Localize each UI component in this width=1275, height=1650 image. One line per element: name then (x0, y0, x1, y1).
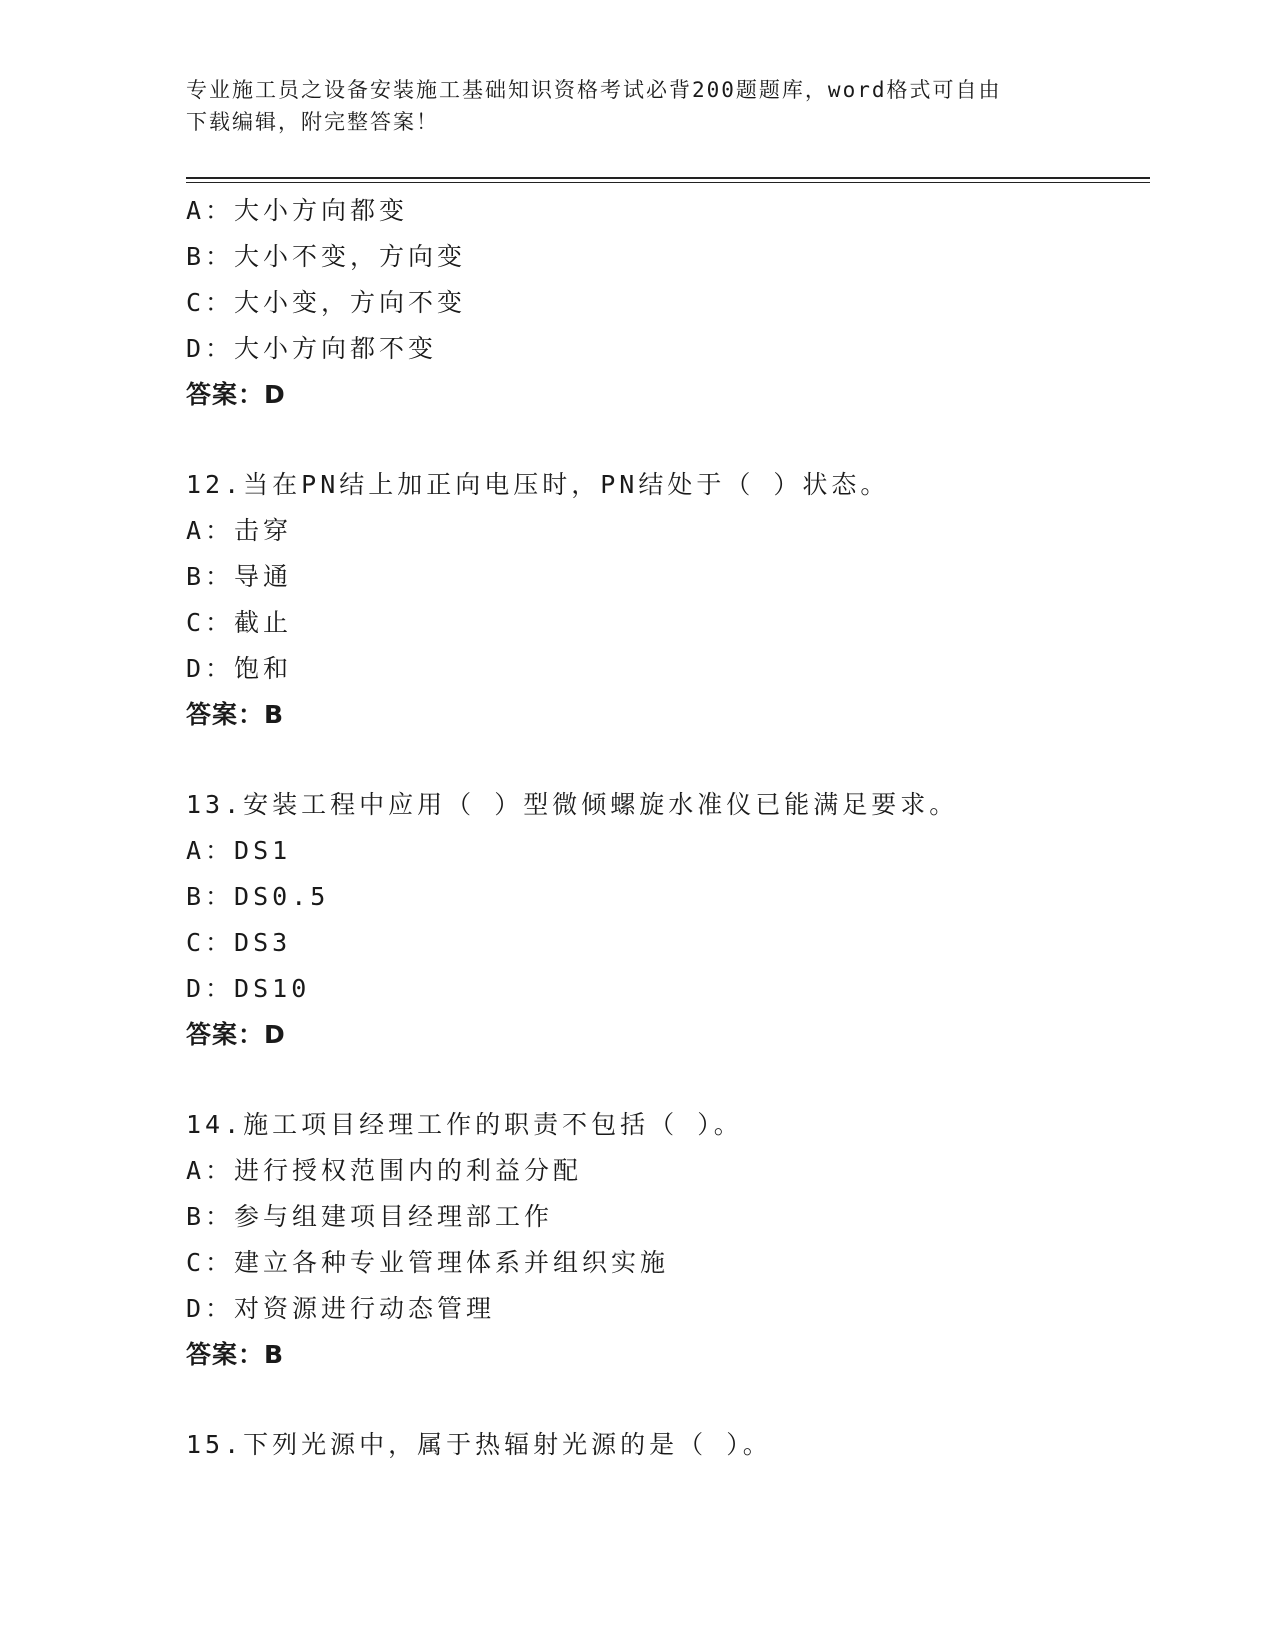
question-title: 15.下列光源中，属于热辐射光源的是（ ）。 (186, 1430, 772, 1459)
header-line-2: 下载编辑，附完整答案！ (186, 110, 439, 134)
option-b: B：大小不变，方向变 (186, 242, 467, 271)
option-d: D：对资源进行动态管理 (186, 1294, 496, 1323)
option-a: A：大小方向都变 (186, 196, 409, 225)
option-c: C：DS3 (186, 928, 292, 957)
option-c: C：建立各种专业管理体系并组织实施 (186, 1248, 670, 1277)
answer-line: 答案：B (186, 1340, 285, 1369)
header-line-1: 专业施工员之设备安装施工基础知识资格考试必背200题题库，word格式可自由 (186, 78, 1002, 102)
header-divider-thick (186, 177, 1150, 179)
header-divider-thin (186, 182, 1150, 183)
option-c: C：大小变，方向不变 (186, 288, 467, 317)
option-d: D：大小方向都不变 (186, 334, 438, 363)
question-title: 13.安装工程中应用（ ）型微倾螺旋水准仪已能满足要求。 (186, 790, 959, 819)
question-14 (186, 1102, 1146, 1378)
question-15 (186, 1422, 1146, 1468)
document-header (186, 74, 1086, 138)
spacer (186, 738, 1146, 782)
spacer (186, 418, 1146, 462)
option-a: A：DS1 (186, 836, 292, 865)
question-11 (186, 188, 1146, 418)
spacer (186, 1378, 1146, 1422)
option-a: A：进行授权范围内的利益分配 (186, 1156, 583, 1185)
question-12 (186, 462, 1146, 738)
answer-line: 答案：B (186, 700, 285, 729)
spacer (186, 1058, 1146, 1102)
option-b: B：导通 (186, 562, 293, 591)
option-d: D：饱和 (186, 654, 293, 683)
option-a: A：击穿 (186, 516, 293, 545)
option-b: B：参与组建项目经理部工作 (186, 1202, 554, 1231)
question-13 (186, 782, 1146, 1058)
answer-line: 答案：D (186, 1020, 286, 1049)
option-d: D：DS10 (186, 974, 311, 1003)
option-b: B：DS0.5 (186, 882, 330, 911)
option-c: C：截止 (186, 608, 293, 637)
answer-line: 答案：D (186, 380, 286, 409)
question-list (186, 188, 1146, 1468)
question-title: 14.施工项目经理工作的职责不包括（ ）。 (186, 1110, 743, 1139)
question-title: 12.当在PN结上加正向电压时，PN结处于（ ）状态。 (186, 470, 890, 499)
